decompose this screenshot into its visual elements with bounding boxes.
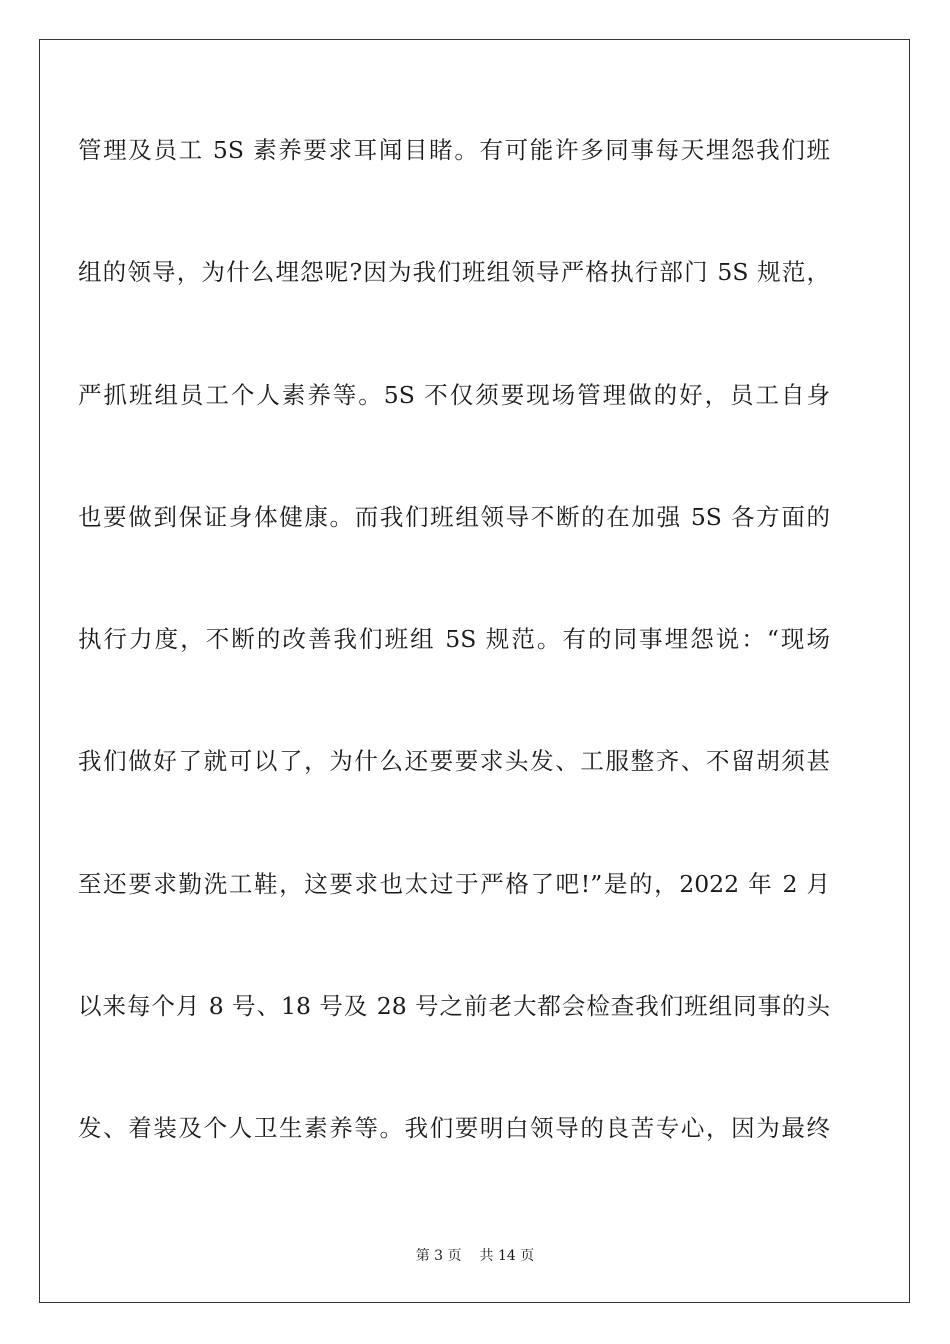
page-footer — [0, 1245, 950, 1265]
text-line: 发、着装及个人卫生素养等。我们要明白领导的良苦专心，因为最终 — [78, 1114, 830, 1143]
text-line: 管理及员工 5S 素养要求耳闻目睹。有可能许多同事每天埋怨我们班 — [78, 136, 830, 164]
text-line: 以来每个月 8 号、18 号及 28 号之前老大都会检查我们班组同事的头 — [78, 992, 830, 1021]
text-line: 组的领导，为什么埋怨呢?因为我们班组领导严格执行部门 5S 规范， — [78, 258, 830, 287]
text-line: 我们做好了就可以了，为什么还要要求头发、工服整齐、不留胡须甚 — [78, 747, 830, 776]
text-line: 严抓班组员工个人素养等。5S 不仅须要现场管理做的好，员工自身 — [78, 380, 830, 409]
page-number: 第 3 页 — [415, 1248, 462, 1264]
text-line: 执行力度，不断的改善我们班组 5S 规范。有的同事埋怨说：“现场 — [78, 625, 830, 654]
text-line: 至还要求勤洗工鞋，这要求也太过于严格了吧!”是的，2022 年 2 月 — [78, 869, 830, 898]
page-total: 共 14 页 — [479, 1248, 535, 1264]
text-line: 也要做到保证身体健康。而我们班组领导不断的在加强 5S 各方面的 — [78, 502, 830, 531]
document-body — [78, 101, 830, 1202]
